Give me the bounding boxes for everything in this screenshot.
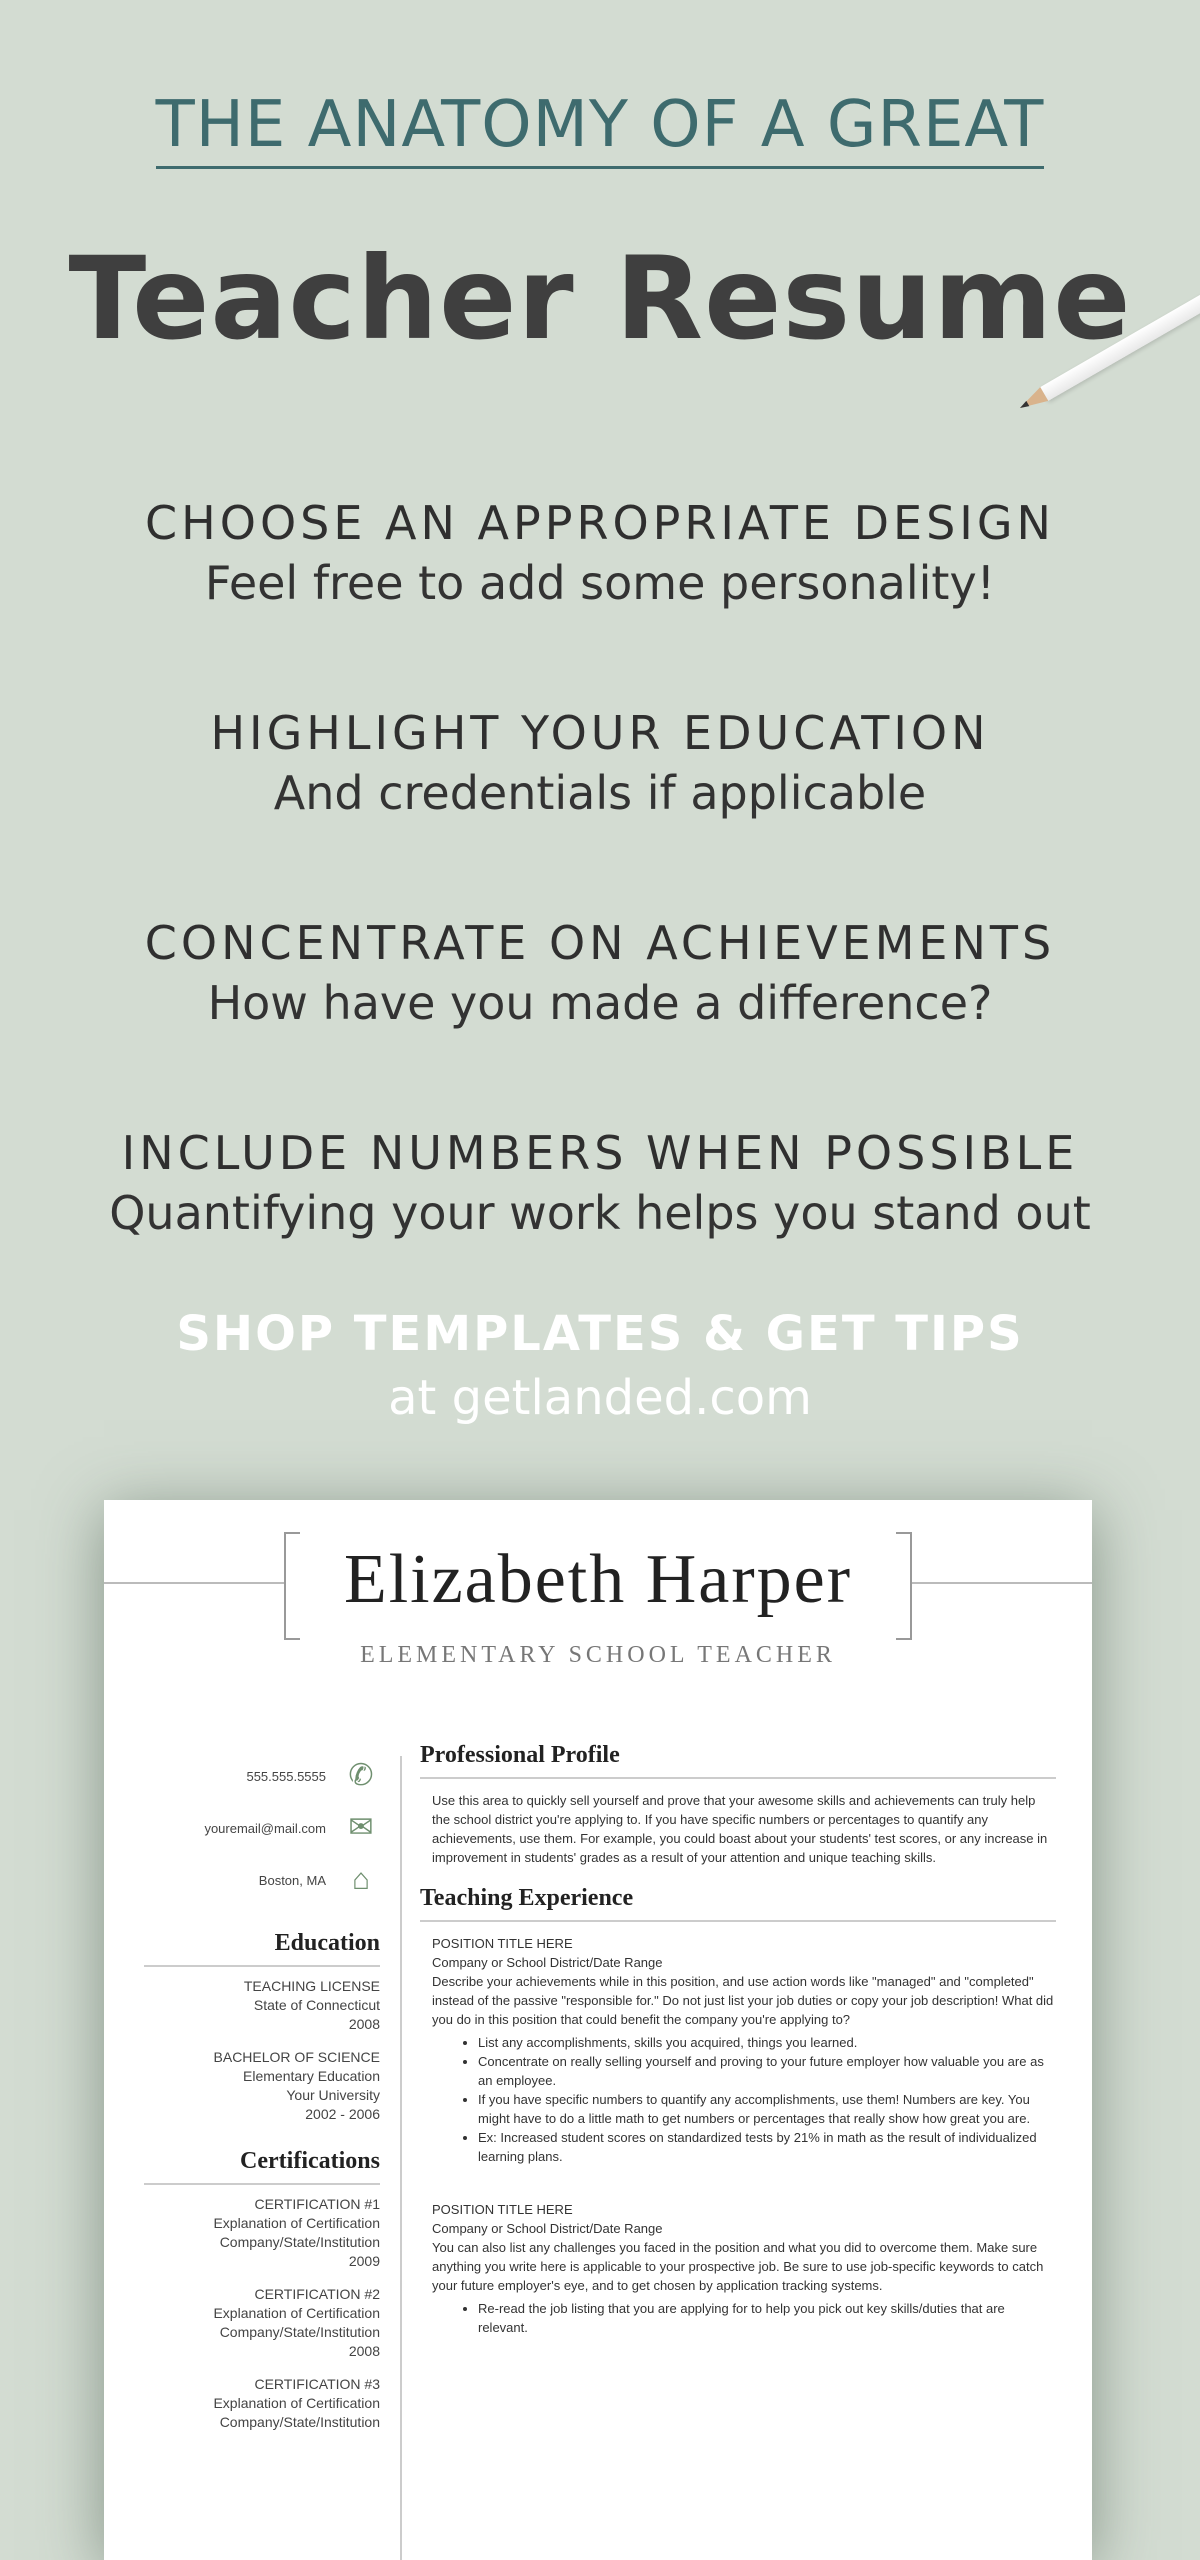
tip-subtext: Feel free to add some personality! xyxy=(204,556,996,610)
mail-icon: ✉ xyxy=(348,1811,374,1844)
job-title: POSITION TITLE HERE xyxy=(432,1936,573,1951)
tip-subtext: And credentials if applicable xyxy=(273,766,927,820)
experience-heading: Teaching Experience xyxy=(420,1885,1056,1922)
column-divider xyxy=(400,1756,402,2560)
tip-numbers xyxy=(0,1126,1200,1240)
education-heading: Education xyxy=(144,1930,380,1967)
job-description: Describe your achievements while in this position, and use action words like "managed" and "completed" instead of the passive "responsible for." Do not just list your job duties or copy your job description! What did you do in this position that could benefit the company you're applying to? xyxy=(432,1974,1054,2027)
contact-email xyxy=(144,1802,380,1854)
cta-block[interactable] xyxy=(0,1306,1200,1426)
job-company: Company or School District/Date Range xyxy=(432,2221,663,2236)
certification-item: CERTIFICATION #1 Explanation of Certification Company/State/Institution 2009 xyxy=(213,2196,380,2269)
contact-location xyxy=(144,1854,380,1906)
job-title: POSITION TITLE HERE xyxy=(432,2202,573,2217)
resume-subtitle: ELEMENTARY SCHOOL TEACHER xyxy=(360,1642,836,1668)
job-company: Company or School District/Date Range xyxy=(432,1955,663,1970)
cta-link[interactable]: at getlanded.com xyxy=(388,1370,812,1426)
job-description: You can also list any challenges you faced in the position and what you did to overcome them. Make sure anything you write here is applicable to your prospective job. Be sure to use job-specific keywords to catch your future employer's eye, and to get chosen by application tracking systems. xyxy=(432,2240,1044,2293)
contact-text: Boston, MA xyxy=(258,1872,326,1888)
resume-preview xyxy=(104,1500,1092,2560)
list-item: • If you have specific numbers to quantify any accomplishments, use them! Numbers are key. You might have to do a little math to get numbers or percentages that really show how great you are. xyxy=(478,2090,1056,2128)
home-icon: ⌂ xyxy=(351,1863,371,1896)
job-entry xyxy=(420,1934,1056,2166)
certification-item: CERTIFICATION #2 Explanation of Certification Company/State/Institution 2008 xyxy=(213,2286,380,2359)
page-title: Teacher Resume xyxy=(68,232,1132,365)
cta-heading[interactable]: SHOP TEMPLATES & GET TIPS xyxy=(176,1306,1024,1362)
certifications-heading: Certifications xyxy=(144,2148,380,2185)
list-item: • Re-read the job listing that you are applying for to help you pick out key skills/duties that are relevant. xyxy=(478,2299,1056,2337)
list-item: • Ex: Increased student scores on standardized tests by 21% in math as the result of individualized learning plans. xyxy=(478,2128,1056,2166)
tip-heading: INCLUDE NUMBERS WHEN POSSIBLE xyxy=(121,1126,1079,1180)
contact-text: youremail@mail.com xyxy=(204,1820,326,1836)
profile-heading: Professional Profile xyxy=(420,1742,1056,1779)
certification-item: CERTIFICATION #3 Explanation of Certification Company/State/Institution xyxy=(213,2376,380,2430)
education-item: BACHELOR OF SCIENCE Elementary Education Your University 2002 - 2006 xyxy=(213,2049,380,2122)
phone-icon: ✆ xyxy=(348,1759,374,1792)
tip-subtext: How have you made a difference? xyxy=(207,976,993,1030)
job-bullets xyxy=(432,2033,1056,2166)
header-kicker xyxy=(0,88,1200,162)
tip-heading: HIGHLIGHT YOUR EDUCATION xyxy=(210,706,990,760)
job-entry xyxy=(420,2200,1056,2337)
tip-education xyxy=(0,706,1200,820)
education-item: TEACHING LICENSE State of Connecticut 2008 xyxy=(243,1978,380,2032)
resume-name: Elizabeth Harper xyxy=(343,1541,853,1618)
job-bullets xyxy=(432,2299,1056,2337)
profile-text: Use this area to quickly sell yourself and prove that your awesome skills and achievements can truly help the school district you're applying to. If you have specific numbers or percentages to quantify any achievements, use them. For example, you could boast about your students' test scores, or any increase in improvement in students' grades as a result of your attention and unique teaching skills. xyxy=(432,1793,1048,1865)
list-item: • List any accomplishments, skills you acquired, things you learned. xyxy=(478,2033,1056,2052)
contact-text: 555.555.5555 xyxy=(246,1768,326,1784)
tip-achievements xyxy=(0,916,1200,1030)
resume-right-column xyxy=(420,1742,1056,2337)
resume-left-column xyxy=(144,1750,380,2446)
header-kicker-text: THE ANATOMY OF A GREAT xyxy=(156,88,1045,169)
tip-heading: CHOOSE AN APPROPRIATE DESIGN xyxy=(145,496,1055,550)
tip-subtext: Quantifying your work helps you stand out xyxy=(109,1186,1091,1240)
tip-design xyxy=(0,496,1200,610)
contact-phone xyxy=(144,1750,380,1802)
tip-heading: CONCENTRATE ON ACHIEVEMENTS xyxy=(144,916,1056,970)
list-item: • Concentrate on really selling yourself and proving to your future employer how valuable you are as an employee. xyxy=(478,2052,1056,2090)
